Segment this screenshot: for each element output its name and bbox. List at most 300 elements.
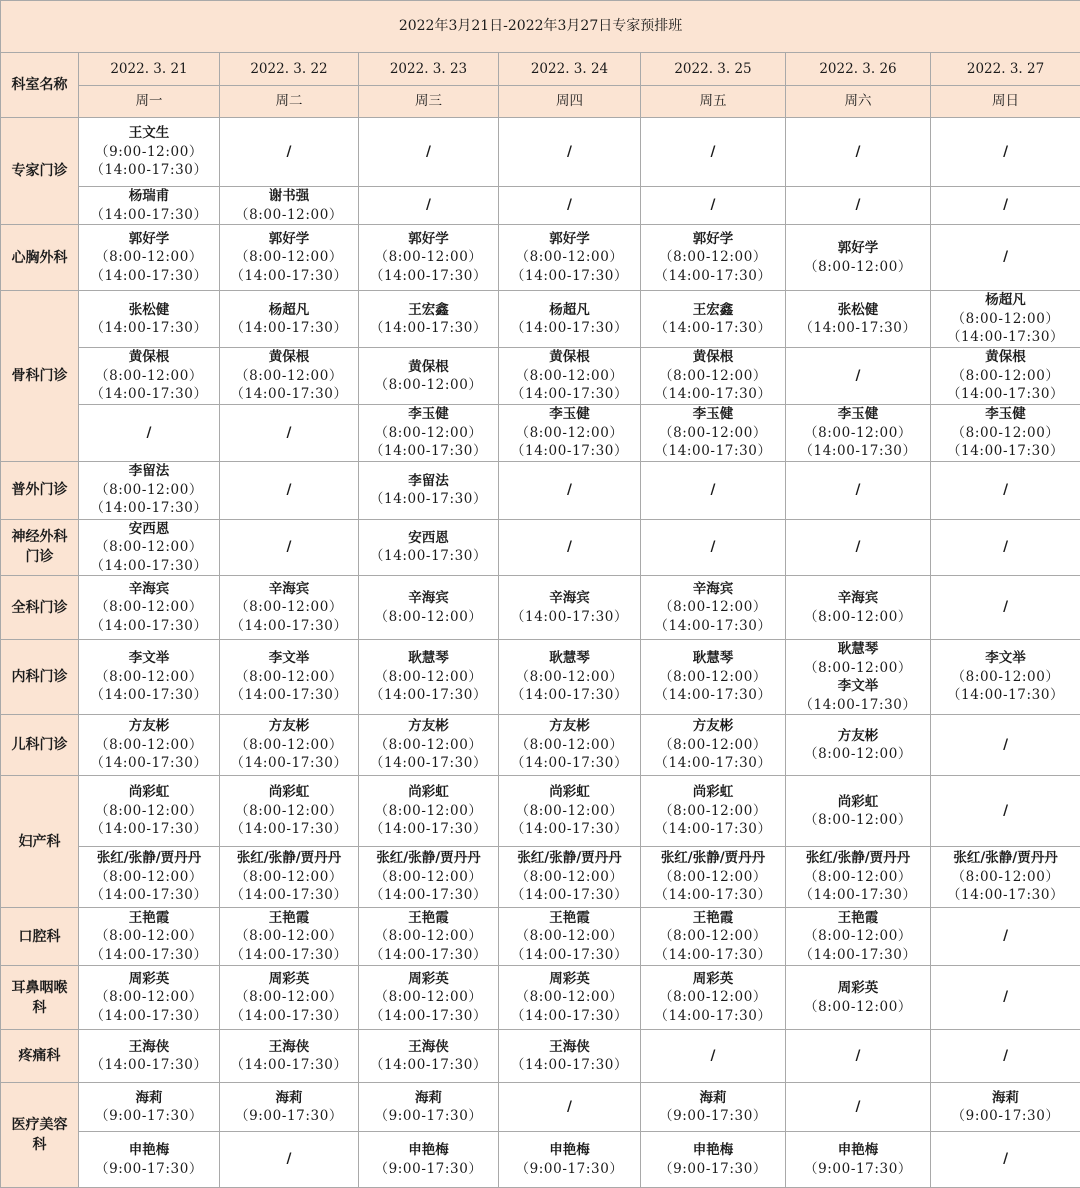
shift-time: （14:00-17:30）	[359, 1056, 498, 1075]
shift-cell	[79, 187, 220, 225]
shift-cell	[786, 225, 931, 291]
shift-time: （9:00-17:30）	[499, 1160, 640, 1179]
shift-time: （14:00-17:30）	[220, 385, 358, 404]
shift-time: （8:00-12:00）	[786, 659, 930, 678]
shift-time: （8:00-12:00）	[79, 927, 219, 946]
shift-cell	[931, 405, 1080, 462]
schedule-row	[1, 1083, 1080, 1132]
shift-cell	[220, 640, 359, 715]
shift-time: （8:00-12:00）	[359, 424, 498, 443]
doctor-name: 李玉健	[786, 405, 930, 424]
shift-cell	[786, 1132, 931, 1188]
shift-time: （14:00-17:30）	[79, 206, 219, 225]
shift-time: （8:00-12:00）	[786, 868, 930, 887]
shift-time: （14:00-17:30）	[641, 686, 785, 705]
doctor-name: 耿慧琴	[359, 649, 498, 668]
shift-cell	[786, 519, 931, 576]
shift-time: （8:00-12:00）	[220, 668, 358, 687]
schedule-row	[1, 576, 1080, 640]
shift-cell	[220, 776, 359, 847]
shift-time: （8:00-12:00）	[79, 668, 219, 687]
shift-cell	[931, 776, 1080, 847]
doctor-name: 王艳霞	[499, 909, 640, 928]
shift-cell	[79, 966, 220, 1030]
schedule-row	[1, 225, 1080, 291]
shift-time: （8:00-12:00）	[220, 802, 358, 821]
shift-time: （8:00-12:00）	[499, 668, 640, 687]
shift-time: （9:00-17:30）	[641, 1107, 785, 1126]
doctor-name: 辛海宾	[359, 589, 498, 608]
shift-time: （14:00-17:30）	[79, 267, 219, 286]
doctor-name: 李留法	[79, 462, 219, 481]
empty-slot: /	[499, 538, 640, 557]
shift-cell	[931, 576, 1080, 640]
shift-time: （14:00-17:30）	[499, 1056, 640, 1075]
shift-cell	[499, 405, 641, 462]
shift-cell	[79, 715, 220, 776]
shift-time: （8:00-12:00）	[220, 206, 358, 225]
doctor-name: 王文生	[79, 124, 219, 143]
empty-slot: /	[641, 538, 785, 557]
shift-cell	[931, 519, 1080, 576]
doctor-name: 安西恩	[79, 520, 219, 539]
department-name: 内科门诊	[1, 640, 79, 715]
shift-cell	[499, 291, 641, 348]
shift-time: （14:00-17:30）	[499, 1007, 640, 1026]
shift-cell	[359, 576, 499, 640]
shift-cell	[359, 348, 499, 405]
shift-time: （8:00-12:00）	[359, 668, 498, 687]
doctor-name: 王海侠	[79, 1038, 219, 1057]
doctor-name: 李玉健	[499, 405, 640, 424]
shift-cell	[641, 519, 786, 576]
shift-cell	[786, 1083, 931, 1132]
shift-time: （14:00-17:30）	[641, 946, 785, 965]
shift-time: （8:00-12:00）	[931, 668, 1080, 687]
doctor-name: 黄保根	[79, 348, 219, 367]
shift-time: （8:00-12:00）	[359, 736, 498, 755]
empty-slot: /	[79, 424, 219, 443]
shift-cell	[79, 776, 220, 847]
doctor-name: 李文举	[79, 649, 219, 668]
shift-cell	[220, 847, 359, 908]
doctor-name: 耿慧琴	[786, 640, 930, 659]
shift-cell	[359, 1030, 499, 1083]
shift-cell	[79, 519, 220, 576]
shift-time: （8:00-12:00）	[931, 367, 1080, 386]
shift-cell	[79, 348, 220, 405]
doctor-name: 方友彬	[79, 717, 219, 736]
shift-time: （14:00-17:30）	[641, 319, 785, 338]
weekday-header: 周六	[786, 86, 931, 118]
shift-time: （8:00-12:00）	[79, 248, 219, 267]
shift-cell	[79, 908, 220, 966]
shift-cell	[786, 640, 931, 715]
shift-time: （14:00-17:30）	[359, 490, 498, 509]
shift-time: （8:00-12:00）	[641, 868, 785, 887]
doctor-name: 耿慧琴	[499, 649, 640, 668]
shift-time: （8:00-12:00）	[641, 424, 785, 443]
empty-slot: /	[359, 196, 498, 215]
shift-cell	[786, 1030, 931, 1083]
shift-time: （8:00-12:00）	[499, 248, 640, 267]
shift-cell	[79, 847, 220, 908]
department-name: 普外门诊	[1, 461, 79, 519]
weekday-header: 周一	[79, 86, 220, 118]
shift-time: （8:00-12:00）	[79, 481, 219, 500]
empty-slot: /	[220, 1150, 358, 1169]
doctor-name: 王宏鑫	[359, 301, 498, 320]
date-header: 2022. 3. 21	[79, 53, 220, 86]
doctor-name: 张松健	[786, 301, 930, 320]
shift-cell	[499, 776, 641, 847]
shift-cell	[641, 847, 786, 908]
shift-cell	[359, 966, 499, 1030]
empty-slot: /	[220, 143, 358, 162]
shift-time: （14:00-17:30）	[931, 385, 1080, 404]
schedule-row	[1, 640, 1080, 715]
shift-cell	[931, 1083, 1080, 1132]
shift-time: （8:00-12:00）	[786, 811, 930, 830]
shift-cell	[359, 908, 499, 966]
doctor-name: 李文举	[786, 677, 930, 696]
shift-time: （14:00-17:30）	[359, 946, 498, 965]
doctor-name: 申艳梅	[79, 1141, 219, 1160]
shift-cell	[220, 187, 359, 225]
shift-time: （14:00-17:30）	[931, 686, 1080, 705]
shift-time: （14:00-17:30）	[641, 754, 785, 773]
schedule-row	[1, 405, 1080, 462]
schedule-title: 2022年3月21日-2022年3月27日专家预排班	[1, 1, 1080, 53]
shift-time: （14:00-17:30）	[641, 442, 785, 461]
doctor-name: 郭好学	[499, 230, 640, 249]
shift-cell	[499, 118, 641, 187]
shift-time: （14:00-17:30）	[786, 886, 930, 905]
doctor-name: 尚彩虹	[499, 783, 640, 802]
shift-time: （14:00-17:30）	[79, 754, 219, 773]
empty-slot: /	[786, 481, 930, 500]
shift-time: （9:00-17:30）	[786, 1160, 930, 1179]
doctor-name: 杨超凡	[931, 291, 1080, 310]
shift-time: （14:00-17:30）	[220, 754, 358, 773]
schedule-row	[1, 519, 1080, 576]
weekday-header: 周五	[641, 86, 786, 118]
schedule-row	[1, 348, 1080, 405]
empty-slot: /	[786, 1047, 930, 1066]
empty-slot: /	[931, 248, 1080, 267]
weekday-header: 周四	[499, 86, 641, 118]
shift-time: （14:00-17:30）	[499, 385, 640, 404]
shift-cell	[931, 225, 1080, 291]
shift-time: （8:00-12:00）	[499, 736, 640, 755]
shift-cell	[786, 776, 931, 847]
doctor-name: 申艳梅	[359, 1141, 498, 1160]
shift-cell	[786, 461, 931, 519]
doctor-name: 耿慧琴	[641, 649, 785, 668]
empty-slot: /	[931, 736, 1080, 755]
shift-cell	[359, 225, 499, 291]
doctor-name: 王艳霞	[786, 909, 930, 928]
shift-time: （14:00-17:30）	[79, 946, 219, 965]
shift-cell	[641, 461, 786, 519]
empty-slot: /	[931, 481, 1080, 500]
shift-time: （8:00-12:00）	[499, 424, 640, 443]
shift-cell	[220, 348, 359, 405]
shift-time: （14:00-17:30）	[499, 442, 640, 461]
doctor-name: 张松健	[79, 301, 219, 320]
shift-cell	[931, 715, 1080, 776]
shift-cell	[641, 187, 786, 225]
shift-cell	[931, 640, 1080, 715]
shift-time: （14:00-17:30）	[931, 886, 1080, 905]
schedule-row	[1, 847, 1080, 908]
shift-time: （14:00-17:30）	[220, 820, 358, 839]
doctor-name: 李文举	[220, 649, 358, 668]
shift-time: （14:00-17:30）	[359, 886, 498, 905]
shift-time: （8:00-12:00）	[786, 258, 930, 277]
shift-cell	[220, 118, 359, 187]
shift-time: （9:00-17:30）	[359, 1160, 498, 1179]
doctor-name: 王艳霞	[220, 909, 358, 928]
shift-time: （8:00-12:00）	[220, 248, 358, 267]
shift-cell	[641, 291, 786, 348]
shift-cell	[359, 118, 499, 187]
doctor-name: 李玉健	[641, 405, 785, 424]
shift-time: （14:00-17:30）	[359, 686, 498, 705]
shift-cell	[79, 1132, 220, 1188]
shift-cell	[220, 291, 359, 348]
shift-cell	[931, 291, 1080, 348]
shift-time: （14:00-17:30）	[931, 328, 1080, 347]
empty-slot: /	[931, 802, 1080, 821]
shift-cell	[786, 405, 931, 462]
shift-cell	[359, 519, 499, 576]
doctor-name: 王海侠	[359, 1038, 498, 1057]
shift-time: （14:00-17:30）	[499, 686, 640, 705]
date-header: 2022. 3. 23	[359, 53, 499, 86]
doctor-name: 辛海宾	[220, 580, 358, 599]
shift-time: （8:00-12:00）	[641, 736, 785, 755]
doctor-name: 周彩英	[786, 979, 930, 998]
empty-slot: /	[786, 1098, 930, 1117]
doctor-name: 方友彬	[359, 717, 498, 736]
shift-time: （14:00-17:30）	[79, 686, 219, 705]
shift-time: （14:00-17:30）	[641, 1007, 785, 1026]
shift-cell	[220, 908, 359, 966]
shift-time: （14:00-17:30）	[641, 820, 785, 839]
shift-time: （8:00-12:00）	[786, 998, 930, 1017]
doctor-name: 王海侠	[220, 1038, 358, 1057]
empty-slot: /	[931, 927, 1080, 946]
shift-time: （8:00-12:00）	[220, 736, 358, 755]
shift-cell	[79, 1083, 220, 1132]
shift-time: （9:00-17:30）	[220, 1107, 358, 1126]
shift-time: （8:00-12:00）	[359, 376, 498, 395]
shift-time: （8:00-12:00）	[79, 367, 219, 386]
shift-time: （14:00-17:30）	[359, 442, 498, 461]
shift-cell	[499, 1083, 641, 1132]
doctor-name: 黄保根	[641, 348, 785, 367]
shift-cell	[931, 348, 1080, 405]
shift-cell	[359, 187, 499, 225]
doctor-name: 张红/张静/贾丹丹	[79, 849, 219, 868]
doctor-name: 郭好学	[359, 230, 498, 249]
shift-time: （8:00-12:00）	[641, 927, 785, 946]
doctor-name: 辛海宾	[786, 589, 930, 608]
shift-cell	[641, 715, 786, 776]
shift-time: （14:00-17:30）	[79, 499, 219, 518]
doctor-name: 尚彩虹	[79, 783, 219, 802]
shift-cell	[359, 461, 499, 519]
shift-time: （8:00-12:00）	[786, 927, 930, 946]
doctor-name: 谢书强	[220, 187, 358, 206]
doctor-name: 海莉	[359, 1089, 498, 1108]
shift-cell	[641, 1030, 786, 1083]
doctor-name: 黄保根	[931, 348, 1080, 367]
shift-cell	[220, 1083, 359, 1132]
doctor-name: 张红/张静/贾丹丹	[786, 849, 930, 868]
shift-cell	[641, 1132, 786, 1188]
empty-slot: /	[786, 143, 930, 162]
empty-slot: /	[786, 196, 930, 215]
shift-cell	[641, 1083, 786, 1132]
empty-slot: /	[499, 1098, 640, 1117]
date-header: 2022. 3. 25	[641, 53, 786, 86]
shift-time: （8:00-12:00）	[786, 608, 930, 627]
schedule-row	[1, 776, 1080, 847]
shift-cell	[79, 118, 220, 187]
doctor-name: 张红/张静/贾丹丹	[499, 849, 640, 868]
doctor-name: 郭好学	[641, 230, 785, 249]
doctor-name: 李留法	[359, 472, 498, 491]
shift-time: （14:00-17:30）	[79, 319, 219, 338]
doctor-name: 海莉	[79, 1089, 219, 1108]
shift-time: （14:00-17:30）	[499, 886, 640, 905]
shift-time: （8:00-12:00）	[79, 538, 219, 557]
shift-time: （14:00-17:30）	[499, 820, 640, 839]
department-name: 疼痛科	[1, 1030, 79, 1083]
shift-cell	[499, 225, 641, 291]
doctor-name: 周彩英	[499, 970, 640, 989]
shift-cell	[499, 1030, 641, 1083]
shift-time: （14:00-17:30）	[220, 946, 358, 965]
shift-time: （8:00-12:00）	[499, 367, 640, 386]
shift-cell	[220, 225, 359, 291]
shift-cell	[786, 348, 931, 405]
shift-time: （8:00-12:00）	[79, 988, 219, 1007]
shift-time: （14:00-17:30）	[79, 886, 219, 905]
shift-time: （9:00-17:30）	[79, 1160, 219, 1179]
shift-cell	[786, 576, 931, 640]
shift-cell	[499, 847, 641, 908]
shift-cell	[79, 461, 220, 519]
shift-cell	[786, 715, 931, 776]
doctor-name: 张红/张静/贾丹丹	[220, 849, 358, 868]
department-name: 骨科门诊	[1, 291, 79, 462]
shift-cell	[359, 847, 499, 908]
empty-slot: /	[641, 196, 785, 215]
shift-cell	[641, 405, 786, 462]
dept-header: 科室名称	[1, 53, 79, 118]
doctor-name: 李文举	[931, 649, 1080, 668]
shift-time: （8:00-12:00）	[499, 868, 640, 887]
shift-time: （8:00-12:00）	[79, 868, 219, 887]
shift-time: （14:00-17:30）	[79, 557, 219, 576]
shift-cell	[931, 966, 1080, 1030]
shift-cell	[359, 291, 499, 348]
shift-time: （14:00-17:30）	[220, 886, 358, 905]
shift-time: （14:00-17:30）	[79, 1007, 219, 1026]
shift-time: （14:00-17:30）	[220, 686, 358, 705]
shift-cell	[359, 640, 499, 715]
empty-slot: /	[786, 367, 930, 386]
empty-slot: /	[931, 1150, 1080, 1169]
department-name: 口腔科	[1, 908, 79, 966]
shift-time: （14:00-17:30）	[641, 886, 785, 905]
shift-time: （14:00-17:30）	[786, 319, 930, 338]
shift-time: （14:00-17:30）	[220, 617, 358, 636]
shift-time: （9:00-17:30）	[359, 1107, 498, 1126]
empty-slot: /	[641, 481, 785, 500]
shift-time: （8:00-12:00）	[359, 988, 498, 1007]
doctor-name: 尚彩虹	[220, 783, 358, 802]
shift-cell	[220, 405, 359, 462]
shift-time: （9:00-17:30）	[931, 1107, 1080, 1126]
doctor-name: 郭好学	[220, 230, 358, 249]
shift-time: （14:00-17:30）	[359, 820, 498, 839]
empty-slot: /	[499, 481, 640, 500]
schedule-row	[1, 908, 1080, 966]
shift-time: （8:00-12:00）	[786, 745, 930, 764]
shift-cell	[641, 966, 786, 1030]
shift-time: （8:00-12:00）	[641, 598, 785, 617]
shift-time: （8:00-12:00）	[499, 802, 640, 821]
department-name: 妇产科	[1, 776, 79, 908]
doctor-name: 王艳霞	[359, 909, 498, 928]
shift-time: （8:00-12:00）	[499, 927, 640, 946]
doctor-name: 方友彬	[220, 717, 358, 736]
schedule-row	[1, 118, 1080, 187]
shift-time: （14:00-17:30）	[499, 608, 640, 627]
doctor-name: 杨超凡	[499, 301, 640, 320]
shift-cell	[931, 1030, 1080, 1083]
doctor-name: 方友彬	[641, 717, 785, 736]
doctor-name: 申艳梅	[499, 1141, 640, 1160]
weekday-header: 周二	[220, 86, 359, 118]
department-name: 医疗美容科	[1, 1083, 79, 1188]
shift-cell	[220, 1132, 359, 1188]
doctor-name: 海莉	[220, 1089, 358, 1108]
shift-cell	[220, 461, 359, 519]
shift-time: （14:00-17:30）	[359, 319, 498, 338]
shift-time: （14:00-17:30）	[786, 442, 930, 461]
shift-cell	[931, 908, 1080, 966]
shift-time: （8:00-12:00）	[641, 668, 785, 687]
shift-time: （14:00-17:30）	[79, 161, 219, 180]
doctor-name: 王艳霞	[641, 909, 785, 928]
shift-cell	[931, 1132, 1080, 1188]
shift-cell	[641, 348, 786, 405]
doctor-name: 辛海宾	[499, 589, 640, 608]
shift-time: （14:00-17:30）	[359, 547, 498, 566]
doctor-name: 张红/张静/贾丹丹	[641, 849, 785, 868]
empty-slot: /	[931, 196, 1080, 215]
doctor-name: 尚彩虹	[641, 783, 785, 802]
weekday-header: 周日	[931, 86, 1080, 118]
doctor-name: 辛海宾	[79, 580, 219, 599]
shift-cell	[359, 715, 499, 776]
doctor-name: 王宏鑫	[641, 301, 785, 320]
